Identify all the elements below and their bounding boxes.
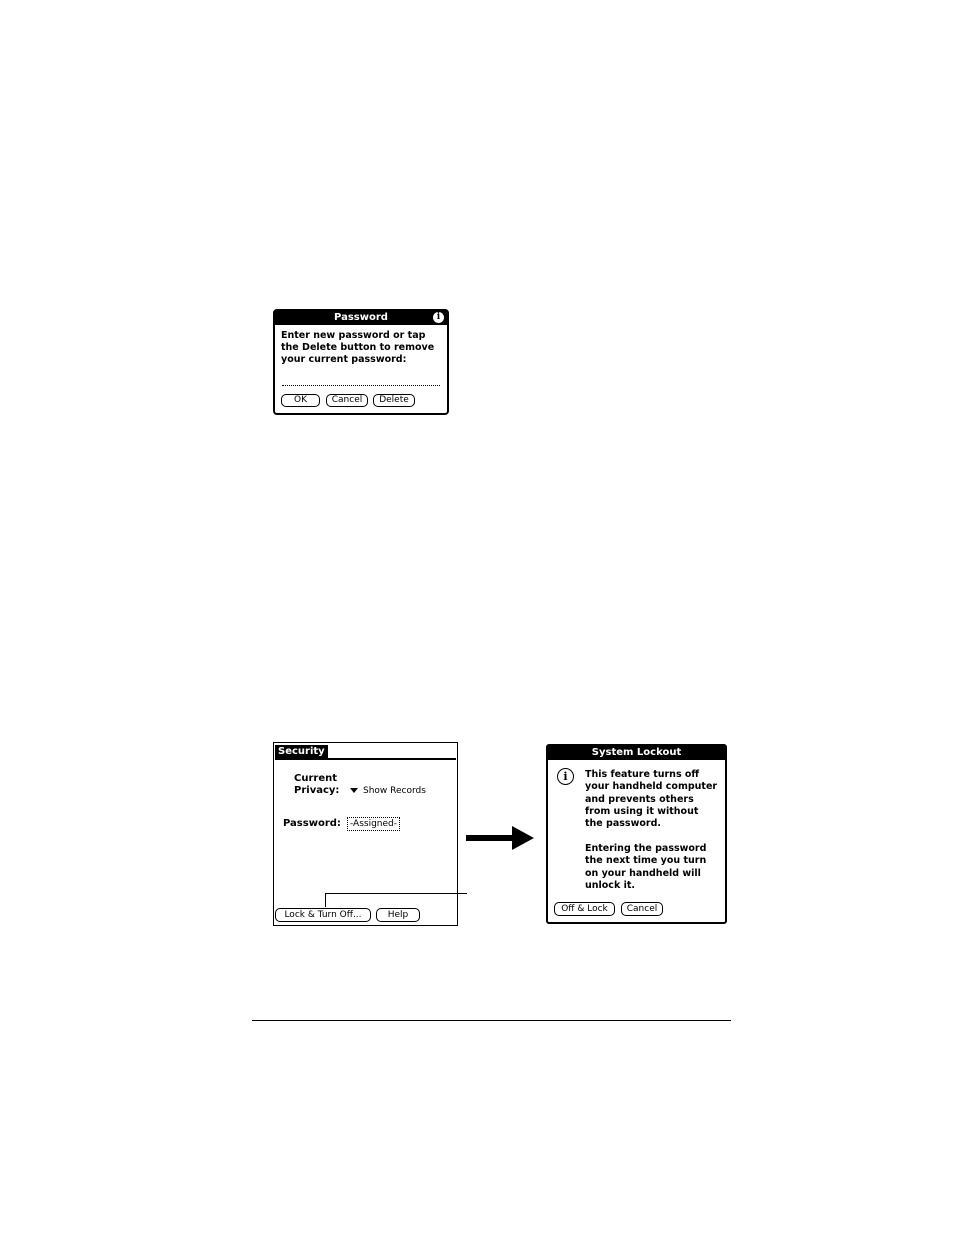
callout-line-horizontal — [325, 893, 467, 894]
password-dialog-title: Password — [275, 311, 447, 325]
password-input[interactable] — [282, 385, 440, 386]
system-lockout-dialog — [546, 744, 727, 924]
lockout-paragraph-2: Entering the password the next time you turn on your handheld will unlock it. — [585, 843, 707, 891]
cancel-button[interactable]: Cancel — [326, 394, 368, 407]
password-dialog-message: Enter new password or tap the Delete button to remove your current password: — [281, 330, 435, 365]
help-button[interactable]: Help — [376, 908, 420, 922]
title-divider — [275, 758, 456, 760]
info-icon[interactable]: i — [433, 312, 444, 323]
privacy-select[interactable]: Show Records — [363, 786, 426, 796]
page-footer-rule — [252, 1020, 731, 1021]
privacy-label: Privacy: — [294, 785, 340, 796]
delete-button[interactable]: Delete — [373, 394, 415, 407]
password-field[interactable]: -Assigned- — [347, 817, 400, 831]
arrow-head-icon — [512, 826, 534, 850]
security-tab-title: Security — [275, 745, 328, 759]
password-dialog — [273, 309, 449, 415]
off-lock-button[interactable]: Off & Lock — [554, 902, 615, 916]
ok-button[interactable]: OK — [281, 394, 320, 407]
chevron-down-icon[interactable] — [350, 788, 358, 793]
lockout-cancel-button[interactable]: Cancel — [621, 902, 663, 916]
callout-line-vertical — [325, 893, 326, 907]
arrow-right-icon — [466, 835, 514, 841]
lockout-paragraph-1: This feature turns off your handheld computer and prevents others from using it without the password. — [585, 769, 718, 830]
lock-turn-off-button[interactable]: Lock & Turn Off... — [275, 908, 371, 922]
info-icon: i — [557, 768, 574, 785]
lockout-dialog-title: System Lockout — [548, 746, 725, 760]
password-label: Password: — [283, 818, 341, 829]
security-screen — [273, 742, 458, 926]
current-label: Current — [294, 773, 338, 784]
